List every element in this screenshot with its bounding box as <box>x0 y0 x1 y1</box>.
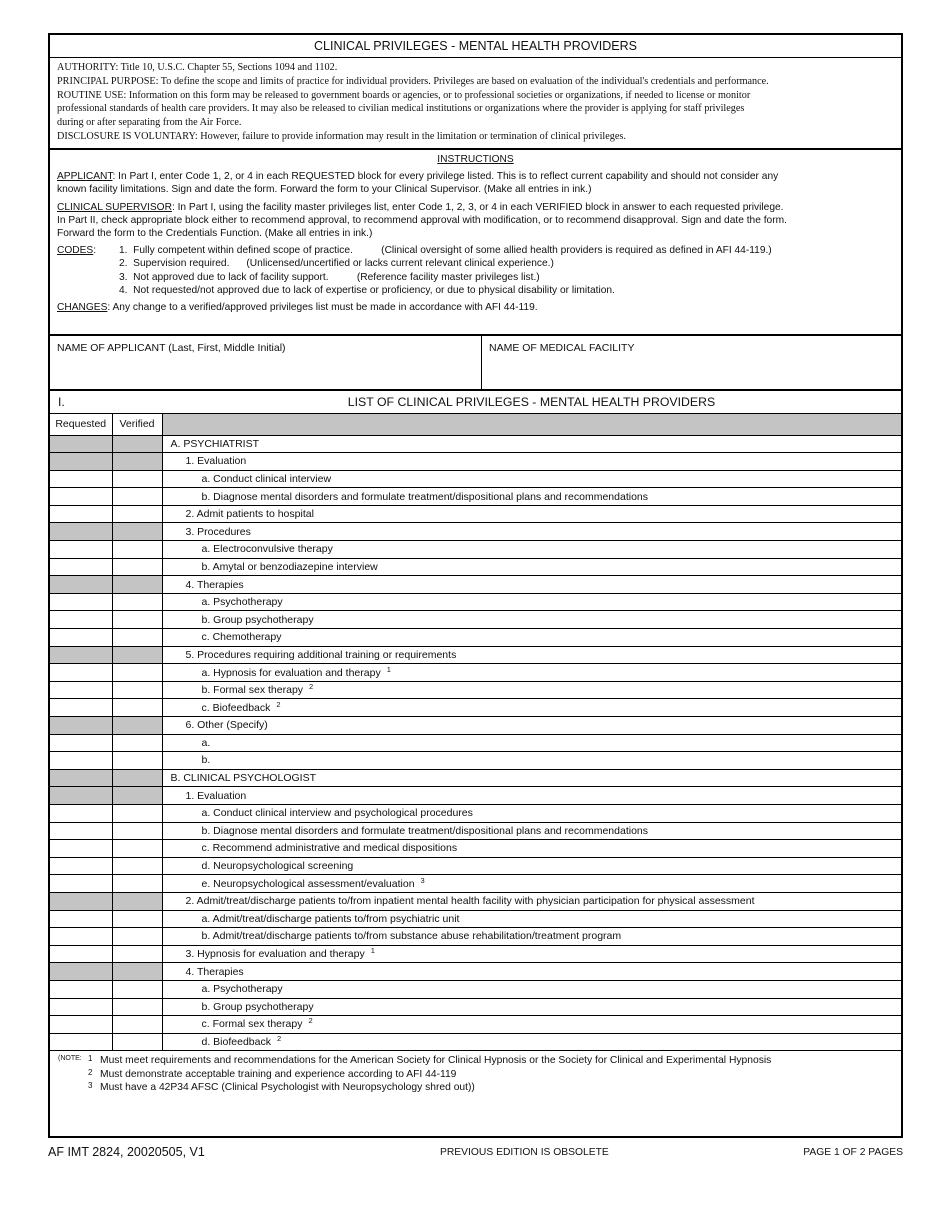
footnote-marker: 3 <box>420 875 425 885</box>
privilege-label: a. Electroconvulsive therapy <box>201 543 333 556</box>
verified-code-cell[interactable] <box>112 910 162 928</box>
requested-code-cell[interactable] <box>50 470 112 488</box>
verified-code-cell[interactable] <box>112 681 162 699</box>
routine-use-text: professional standards of health care providers. It may also be released to civilian medical institutions or organizations where the provider is applying for staff privileges <box>57 103 745 115</box>
applicant-text: : In Part I, enter Code 1, 2, or 4 in each REQUESTED block for every privilege listed. This is to reflect current capability and should not consider any <box>112 171 779 183</box>
privilege-label-cell <box>162 611 901 629</box>
privilege-row <box>50 945 901 963</box>
privilege-label: a. Psychotherapy <box>201 596 283 609</box>
note-text: Must meet requirements and recommendations for the American Society for Clinical Hypnosis or the Society for Clinical and Experimental Hypnosis <box>100 1055 772 1067</box>
verified-code-cell <box>112 576 162 594</box>
verified-code-cell[interactable] <box>112 611 162 629</box>
privilege-label-cell <box>162 787 901 805</box>
verified-code-cell[interactable] <box>112 804 162 822</box>
requested-code-cell <box>50 892 112 910</box>
verified-code-cell[interactable] <box>112 734 162 752</box>
privilege-label-cell <box>162 646 901 664</box>
notes-block <box>50 1051 901 1095</box>
requested-code-cell[interactable] <box>50 734 112 752</box>
privilege-label-cell <box>162 681 901 699</box>
code-item: 1. Fully competent within defined scope of practice. (Clinical oversight of some allied health providers is required as defined in AFI 44-119.) <box>119 245 772 257</box>
changes-label: CHANGES <box>57 302 108 314</box>
codes-items <box>119 244 772 297</box>
requested-code-cell <box>50 963 112 981</box>
privilege-label-cell <box>162 558 901 576</box>
code-item: 2. Supervision required. (Unlicensed/uncertified or lacks current relevant clinical experience.) <box>119 258 554 270</box>
privilege-label-cell <box>162 453 901 471</box>
privilege-label-cell <box>162 664 901 682</box>
verified-code-cell <box>112 787 162 805</box>
footnote-marker: 1 <box>370 946 375 956</box>
privilege-label-cell <box>162 699 901 717</box>
authority-text: AUTHORITY: Title 10, U.S.C. Chapter 55, Sections 1094 and 1102. <box>57 62 338 73</box>
privilege-label: a. Psychotherapy <box>201 983 283 996</box>
verified-code-cell[interactable] <box>112 840 162 858</box>
privilege-row <box>50 822 901 840</box>
footnote-marker: 1 <box>386 664 391 674</box>
privilege-row <box>50 681 901 699</box>
requested-code-cell[interactable] <box>50 752 112 770</box>
privilege-label: 1. Evaluation <box>185 455 247 468</box>
verified-code-cell <box>112 435 162 453</box>
routine-use-text: ROUTINE USE: Information on this form may be released to government boards or agencies, or to professional societies or organizations, if needed to license or monitor <box>57 89 751 101</box>
supervisor-label: CLINICAL SUPERVISOR <box>57 201 172 213</box>
privilege-label-cell <box>162 470 901 488</box>
privilege-row <box>50 505 901 523</box>
privilege-row <box>50 576 901 594</box>
note-item <box>58 1081 901 1095</box>
privilege-label: a. Hypnosis for evaluation and therapy <box>201 666 381 679</box>
privilege-label: b. Amytal or benzodiazepine interview <box>201 560 378 573</box>
verified-code-cell[interactable] <box>112 1033 162 1051</box>
verified-code-cell <box>112 717 162 735</box>
privilege-label-cell <box>162 804 901 822</box>
edition-notice: PREVIOUS EDITION IS OBSOLETE <box>440 1147 609 1158</box>
codes-list <box>57 244 894 297</box>
verified-column-header: Verified <box>112 414 162 435</box>
privilege-row <box>50 752 901 770</box>
privilege-label: 3. Procedures <box>185 525 251 538</box>
requested-code-cell[interactable] <box>50 840 112 858</box>
privilege-label: 3. Hypnosis for evaluation and therapy <box>185 948 365 961</box>
footnote-marker: 2 <box>276 699 281 709</box>
privilege-row <box>50 558 901 576</box>
requested-code-cell[interactable] <box>50 558 112 576</box>
verified-code-cell <box>112 523 162 541</box>
privilege-label-cell <box>162 593 901 611</box>
verified-code-cell <box>112 453 162 471</box>
privilege-label-cell <box>162 488 901 506</box>
requested-code-cell <box>50 717 112 735</box>
requested-code-cell[interactable] <box>50 1033 112 1051</box>
requested-code-cell <box>50 646 112 664</box>
verified-code-cell[interactable] <box>112 699 162 717</box>
privilege-row <box>50 769 901 787</box>
verified-code-cell[interactable] <box>112 752 162 770</box>
privilege-row <box>50 1016 901 1034</box>
verified-code-cell[interactable] <box>112 558 162 576</box>
verified-code-cell <box>112 769 162 787</box>
applicant-label: APPLICANT <box>57 171 113 183</box>
requested-code-cell[interactable] <box>50 488 112 506</box>
form-title: CLINICAL PRIVILEGES - MENTAL HEALTH PROVIDERS <box>50 35 901 58</box>
routine-use-text: during or after separating from the Air Force. <box>57 117 242 129</box>
verified-code-cell <box>112 963 162 981</box>
verified-code-cell <box>112 892 162 910</box>
verified-code-cell[interactable] <box>112 857 162 875</box>
verified-code-cell <box>112 646 162 664</box>
note-prefix: (NOTE: <box>58 1055 82 1063</box>
footnote-marker: 2 <box>276 1033 282 1043</box>
privilege-label-cell <box>162 505 901 523</box>
privilege-row <box>50 1033 901 1051</box>
requested-code-cell[interactable] <box>50 629 112 647</box>
privilege-label-cell <box>162 541 901 559</box>
applicant-name-label: NAME OF APPLICANT (Last, First, Middle Initial) <box>57 342 286 354</box>
privilege-label: b. Formal sex therapy <box>201 684 304 697</box>
privilege-label-cell <box>162 892 901 910</box>
privilege-label: b. <box>201 754 211 767</box>
verified-code-cell[interactable] <box>112 998 162 1016</box>
privilege-row <box>50 734 901 752</box>
privilege-row <box>50 787 901 805</box>
section-title: LIST OF CLINICAL PRIVILEGES - MENTAL HEALTH PROVIDERS <box>347 395 716 409</box>
requested-code-cell[interactable] <box>50 804 112 822</box>
verified-code-cell[interactable] <box>112 664 162 682</box>
privilege-label: 4. Therapies <box>185 578 244 591</box>
privilege-row <box>50 488 901 506</box>
note-marker: 3 <box>88 1081 93 1091</box>
privilege-label: 1. Evaluation <box>185 789 247 802</box>
instructions-block <box>50 150 901 336</box>
privilege-label: a. Conduct clinical interview <box>201 472 332 485</box>
privilege-row <box>50 840 901 858</box>
requested-code-cell[interactable] <box>50 822 112 840</box>
privilege-label: 5. Procedures requiring additional training or requirements <box>185 648 457 661</box>
applicant-name-field[interactable] <box>50 336 482 389</box>
privilege-label: a. <box>201 736 211 749</box>
privilege-label-cell <box>162 435 901 453</box>
note-item <box>58 1054 901 1068</box>
requested-code-cell[interactable] <box>50 611 112 629</box>
verified-code-cell[interactable] <box>112 945 162 963</box>
privilege-label: 4. Therapies <box>185 965 244 978</box>
privilege-label: c. Chemotherapy <box>201 631 282 644</box>
footnote-marker: 2 <box>308 1016 313 1026</box>
instructions-heading: INSTRUCTIONS <box>437 154 514 165</box>
privilege-label-cell <box>162 963 901 981</box>
section-number: I. <box>58 395 65 409</box>
privilege-row <box>50 593 901 611</box>
privilege-label: 2. Admit patients to hospital <box>185 508 314 521</box>
applicant-instruction <box>57 170 894 183</box>
page-number: PAGE 1 OF 2 PAGES <box>803 1147 903 1158</box>
footnote-marker: 2 <box>309 682 314 692</box>
privilege-label: c. Biofeedback <box>201 701 271 714</box>
privilege-row <box>50 998 901 1016</box>
privilege-label: c. Recommend administrative and medical dispositions <box>201 842 458 855</box>
supervisor-instruction <box>57 201 894 214</box>
note-marker: 1 <box>88 1054 93 1064</box>
requested-code-cell <box>50 435 112 453</box>
privilege-label: b. Group psychotherapy <box>201 1000 314 1013</box>
privilege-label: a. Conduct clinical interview and psychological procedures <box>201 807 473 820</box>
privilege-row <box>50 928 901 946</box>
verified-code-cell[interactable] <box>112 470 162 488</box>
changes-text: : Any change to a verified/approved privileges list must be made in accordance with AFI 44-119. <box>107 302 538 314</box>
verified-code-cell[interactable] <box>112 822 162 840</box>
privilege-row <box>50 470 901 488</box>
verified-code-cell[interactable] <box>112 928 162 946</box>
requested-code-cell[interactable] <box>50 699 112 717</box>
privilege-row <box>50 804 901 822</box>
privilege-row <box>50 629 901 647</box>
verified-code-cell[interactable] <box>112 629 162 647</box>
privilege-label: c. Formal sex therapy <box>201 1018 303 1031</box>
privilege-label-cell <box>162 1033 901 1051</box>
form-id: AF IMT 2824, 20020505, V1 <box>48 1145 205 1159</box>
privilege-row <box>50 611 901 629</box>
privilege-label-cell <box>162 945 901 963</box>
requested-code-cell[interactable] <box>50 945 112 963</box>
privacy-act-statement <box>50 58 901 150</box>
note-text: Must demonstrate acceptable training and experience according to AFI 44-119 <box>100 1068 457 1080</box>
requested-code-cell <box>50 453 112 471</box>
note-text: Must have a 42P34 AFSC (Clinical Psychologist with Neuropsychology shred out)) <box>100 1082 475 1094</box>
privilege-label-cell <box>162 769 901 787</box>
privilege-label: A. PSYCHIATRIST <box>170 437 259 450</box>
verified-code-cell[interactable] <box>112 1016 162 1034</box>
privilege-row <box>50 910 901 928</box>
requested-code-cell[interactable] <box>50 593 112 611</box>
privilege-label: d. Biofeedback <box>201 1035 271 1048</box>
privilege-label-cell <box>162 629 901 647</box>
requested-code-cell <box>50 769 112 787</box>
applicant-instruction-cont: known facility limitations. Sign and date the form. Forward the form to your Clinical Supervisor. (Make all entries in ink.) <box>57 184 592 196</box>
supervisor-text: : In Part I, using the facility master privileges list, enter Code 1, 2, 3, or 4 in each VERIFIED block in answer to each requested privilege. <box>171 201 784 213</box>
requested-code-cell[interactable] <box>50 505 112 523</box>
codes-label-wrap: CODES: <box>57 245 97 257</box>
requested-code-cell[interactable] <box>50 998 112 1016</box>
code-item: 4. Not requested/not approved due to lack of expertise or proficiency, or due to physical disability or limitation. <box>119 284 615 296</box>
verified-code-cell[interactable] <box>112 980 162 998</box>
privilege-label-cell <box>162 857 901 875</box>
privilege-row <box>50 892 901 910</box>
privilege-label-cell <box>162 734 901 752</box>
verified-code-cell[interactable] <box>112 541 162 559</box>
names-row <box>50 336 901 391</box>
privilege-row <box>50 523 901 541</box>
privilege-row <box>50 963 901 981</box>
privilege-label: e. Neuropsychological assessment/evaluation <box>201 877 415 890</box>
requested-code-cell[interactable] <box>50 541 112 559</box>
privilege-column-header <box>162 414 901 435</box>
privilege-row <box>50 453 901 471</box>
requested-code-cell[interactable] <box>50 1016 112 1034</box>
requested-code-cell[interactable] <box>50 681 112 699</box>
facility-name-label: NAME OF MEDICAL FACILITY <box>489 342 635 354</box>
disclosure-text: DISCLOSURE IS VOLUNTARY: However, failure to provide information may result in the limitation or termination of clinical privileges. <box>57 130 626 142</box>
requested-code-cell[interactable] <box>50 664 112 682</box>
code-item: 3. Not approved due to lack of facility support. (Reference facility master privileges list.) <box>119 271 540 283</box>
privilege-label-cell <box>162 752 901 770</box>
requested-code-cell <box>50 576 112 594</box>
facility-name-field[interactable] <box>482 336 901 389</box>
privilege-label: d. Neuropsychological screening <box>201 860 354 873</box>
privilege-row <box>50 664 901 682</box>
privilege-label-cell <box>162 875 901 893</box>
requested-column-header: Requested <box>50 414 112 435</box>
requested-code-cell <box>50 787 112 805</box>
privilege-label-cell <box>162 822 901 840</box>
privilege-label-cell <box>162 928 901 946</box>
requested-code-cell[interactable] <box>50 910 112 928</box>
requested-code-cell[interactable] <box>50 928 112 946</box>
note-marker: 2 <box>88 1067 93 1077</box>
principal-purpose-text: PRINCIPAL PURPOSE: To define the scope and limits of practice for individual providers. Privileges are based on evaluation of the individual's credentials and performance. <box>57 75 769 87</box>
privilege-label-cell <box>162 910 901 928</box>
privileges-table <box>50 414 901 1051</box>
note-item <box>58 1068 901 1082</box>
supervisor-instruction-cont: In Part II, check appropriate block either to recommend approval, to recommend approval with modification, or to recommend disapproval. Sign and date the form. <box>57 214 787 226</box>
privilege-label: b. Diagnose mental disorders and formulate treatment/dispositional plans and recommendations <box>201 490 648 503</box>
privilege-label-cell <box>162 576 901 594</box>
privilege-label: a. Admit/treat/discharge patients to/from psychiatric unit <box>201 912 460 925</box>
changes-instruction <box>57 301 894 314</box>
column-header-row <box>50 414 901 435</box>
privilege-label: B. CLINICAL PSYCHOLOGIST <box>170 772 316 785</box>
requested-code-cell[interactable] <box>50 980 112 998</box>
privilege-row <box>50 435 901 453</box>
privilege-row <box>50 857 901 875</box>
requested-code-cell <box>50 523 112 541</box>
verified-code-cell[interactable] <box>112 875 162 893</box>
privilege-label-cell <box>162 717 901 735</box>
privilege-row <box>50 717 901 735</box>
privilege-label-cell <box>162 840 901 858</box>
privilege-label: b. Group psychotherapy <box>201 613 314 626</box>
privilege-label-cell <box>162 980 901 998</box>
privilege-row <box>50 646 901 664</box>
privilege-label-cell <box>162 523 901 541</box>
requested-code-cell[interactable] <box>50 857 112 875</box>
verified-code-cell[interactable] <box>112 488 162 506</box>
section-header <box>50 391 901 414</box>
supervisor-instruction-cont: Forward the form to the Credentials Function. (Make all entries in ink.) <box>57 228 373 240</box>
privilege-label: 6. Other (Specify) <box>185 719 268 732</box>
privilege-label: b. Admit/treat/discharge patients to/from substance abuse rehabilitation/treatment program <box>201 930 622 943</box>
codes-label: CODES <box>57 245 94 257</box>
privilege-row <box>50 541 901 559</box>
privilege-row <box>50 875 901 893</box>
privilege-row <box>50 699 901 717</box>
privilege-label: 2. Admit/treat/discharge patients to/from inpatient mental health facility with physician participation for physical assessment <box>185 895 755 908</box>
privileges-form <box>48 33 903 1138</box>
privilege-label-cell <box>162 1016 901 1034</box>
privilege-row <box>50 980 901 998</box>
requested-code-cell[interactable] <box>50 875 112 893</box>
privilege-label-cell <box>162 998 901 1016</box>
verified-code-cell[interactable] <box>112 593 162 611</box>
privilege-label: b. Diagnose mental disorders and formulate treatment/dispositional plans and recommendations <box>201 824 648 837</box>
verified-code-cell[interactable] <box>112 505 162 523</box>
